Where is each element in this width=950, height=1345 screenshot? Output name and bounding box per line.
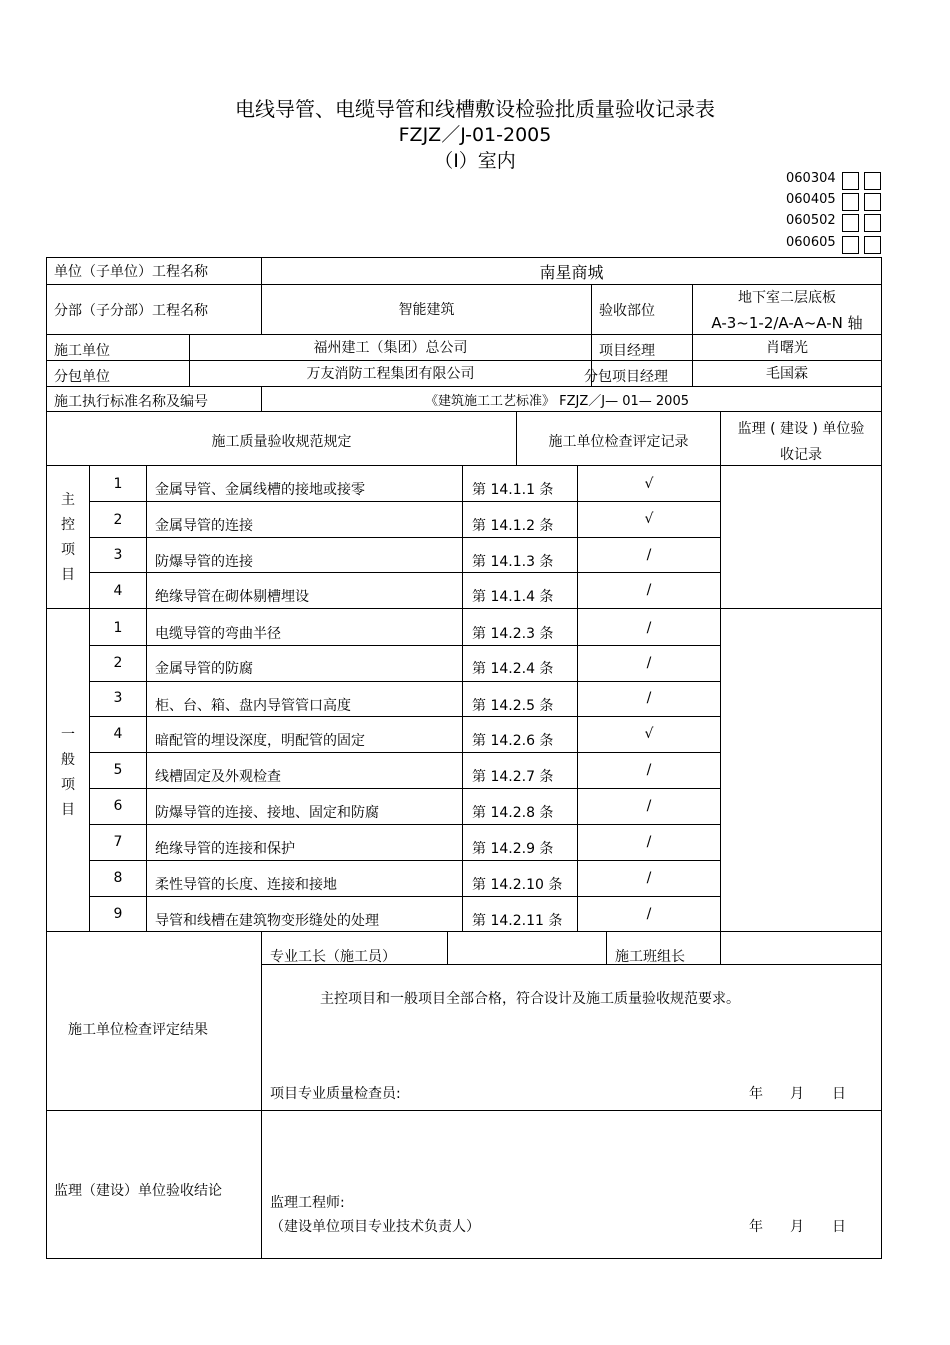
- item-clause: 第 14.2.7 条: [472, 769, 554, 785]
- item-clause: 第 14.2.8 条: [472, 805, 554, 821]
- main-control-char: 控: [61, 517, 75, 533]
- item-result: /: [646, 834, 652, 850]
- code-4-box-b[interactable]: [864, 236, 881, 254]
- unit-project-value: 南星商城: [539, 263, 604, 282]
- standard-value: 《建筑施工工艺标准》 FZJZ／J— 01— 2005: [425, 394, 689, 409]
- standard-label: 施工执行标准名称及编号: [54, 394, 208, 410]
- result-month: 月: [790, 1086, 804, 1102]
- item-name: 电缆导管的弯曲半径: [155, 626, 281, 642]
- item-name: 柔性导管的长度、连接和接地: [155, 877, 337, 893]
- sub-pm-label: 分包项目经理: [584, 369, 668, 385]
- item-no: 4: [113, 726, 123, 742]
- sub-pm-value: 毛国霖: [766, 366, 808, 382]
- item-clause: 第 14.2.5 条: [472, 698, 554, 714]
- supervision-header-line1: 监理 ( 建设 ) 单位验: [737, 421, 865, 437]
- item-name: 导管和线槽在建筑物变形缝处的处理: [155, 913, 379, 929]
- inspection-conclusion: 主控项目和一般项目全部合格，符合设计及施工质量验收规范要求。: [320, 991, 740, 1007]
- item-name: 线槽固定及外观检查: [155, 769, 281, 785]
- item-no: 9: [113, 906, 123, 922]
- code-4-box-a[interactable]: [842, 236, 859, 254]
- supervision-section-label: 监理（建设）单位验收结论: [54, 1183, 222, 1199]
- code-4: 060605: [786, 235, 836, 250]
- supervision-year: 年: [749, 1219, 763, 1235]
- item-no: 8: [113, 870, 123, 886]
- item-result: /: [646, 906, 652, 922]
- general-char: 项: [61, 777, 75, 793]
- item-name: 防爆导管的连接、接地、固定和防腐: [155, 805, 379, 821]
- spec-header: 施工质量验收规范规定: [211, 434, 352, 450]
- item-no: 5: [113, 762, 123, 778]
- item-result: √: [644, 476, 654, 492]
- item-clause: 第 14.2.11 条: [472, 913, 563, 929]
- item-no: 7: [113, 834, 123, 850]
- item-clause: 第 14.2.9 条: [472, 841, 554, 857]
- item-no: 3: [113, 690, 123, 706]
- item-clause: 第 14.2.6 条: [472, 733, 554, 749]
- item-result: /: [646, 870, 652, 886]
- item-name: 柜、台、箱、盘内导管管口高度: [155, 698, 351, 714]
- code-3: 060502: [786, 213, 836, 228]
- code-1: 060304: [786, 171, 836, 186]
- item-no: 2: [113, 655, 123, 671]
- item-result: /: [646, 547, 652, 563]
- code-2-box-a[interactable]: [842, 193, 859, 211]
- item-name: 绝缘导管的连接和保护: [155, 841, 295, 857]
- supervision-month: 月: [790, 1219, 804, 1235]
- sub-project-value: 智能建筑: [398, 302, 455, 318]
- item-result: /: [646, 798, 652, 814]
- item-name: 暗配管的埋设深度，明配管的固定: [155, 733, 365, 749]
- item-name: 金属导管的连接: [155, 518, 253, 534]
- code-1-box-b[interactable]: [864, 172, 881, 190]
- supervision-engineer-label: 监理工程师:: [270, 1195, 345, 1211]
- item-name: 绝缘导管在砌体剔槽埋设: [155, 589, 309, 605]
- subcontractor-label: 分包单位: [54, 369, 110, 385]
- general-char: 目: [61, 802, 75, 818]
- item-name: 金属导管的防腐: [155, 661, 253, 677]
- form-subtitle: （Ⅰ）室内: [434, 150, 516, 172]
- item-name: 防爆导管的连接: [155, 554, 253, 570]
- main-control-char: 目: [61, 567, 75, 583]
- form-title: 电线导管、电缆导管和线槽敷设检验批质量验收记录表: [235, 97, 715, 121]
- item-name: 金属导管、金属线槽的接地或接零: [155, 482, 365, 498]
- contractor-label: 施工单位: [54, 343, 110, 359]
- code-2: 060405: [786, 192, 836, 207]
- main-control-char: 主: [61, 492, 75, 508]
- item-result: /: [646, 620, 652, 636]
- general-char: 一: [61, 727, 75, 743]
- item-clause: 第 14.1.1 条: [472, 482, 554, 498]
- acceptance-part-label: 验收部位: [599, 303, 655, 319]
- result-year: 年: [749, 1086, 763, 1102]
- check-header: 施工单位检查评定记录: [548, 434, 689, 450]
- item-no: 1: [113, 476, 123, 492]
- standard-code: FZJZ／J-01-2005: [398, 124, 552, 146]
- tech-lead-label: （建设单位项目专业技术负责人）: [270, 1219, 480, 1235]
- item-no: 6: [113, 798, 123, 814]
- item-clause: 第 14.2.10 条: [472, 877, 563, 893]
- item-result: √: [644, 511, 654, 527]
- code-3-box-b[interactable]: [864, 214, 881, 232]
- item-result: /: [646, 762, 652, 778]
- item-result: /: [646, 655, 652, 671]
- unit-project-label: 单位（子单位）工程名称: [54, 264, 208, 280]
- item-result: /: [646, 582, 652, 598]
- item-clause: 第 14.2.3 条: [472, 626, 554, 642]
- result-section-label: 施工单位检查评定结果: [68, 1022, 208, 1038]
- acceptance-part-line1: 地下室二层底板: [738, 290, 836, 306]
- acceptance-part-line2: A-3~1-2/A-A~A-N 轴: [711, 314, 863, 332]
- pm-label: 项目经理: [599, 343, 655, 359]
- item-clause: 第 14.2.4 条: [472, 661, 554, 677]
- sub-project-label: 分部（子分部）工程名称: [54, 303, 208, 319]
- item-no: 3: [113, 547, 123, 563]
- item-result: √: [644, 726, 654, 742]
- subcontractor-value: 万友消防工程集团有限公司: [306, 366, 475, 382]
- item-no: 2: [113, 512, 123, 528]
- result-day: 日: [832, 1086, 846, 1102]
- general-char: 般: [61, 752, 75, 768]
- team-leader-label: 施工班组长: [615, 949, 685, 965]
- code-2-box-b[interactable]: [864, 193, 881, 211]
- contractor-value: 福州建工（集团）总公司: [313, 340, 468, 356]
- item-no: 4: [113, 583, 123, 599]
- item-clause: 第 14.1.4 条: [472, 589, 554, 605]
- item-result: /: [646, 690, 652, 706]
- foreman-label: 专业工长（施工员）: [270, 949, 396, 965]
- supervision-day: 日: [832, 1219, 846, 1235]
- main-control-char: 项: [61, 542, 75, 558]
- supervision-header-line2: 收记录: [780, 447, 822, 463]
- item-clause: 第 14.1.2 条: [472, 518, 554, 534]
- pm-value: 肖曙光: [766, 340, 808, 356]
- code-3-box-a[interactable]: [842, 214, 859, 232]
- code-1-box-a[interactable]: [842, 172, 859, 190]
- item-clause: 第 14.1.3 条: [472, 554, 554, 570]
- item-no: 1: [113, 620, 123, 636]
- inspector-label: 项目专业质量检查员:: [270, 1086, 401, 1102]
